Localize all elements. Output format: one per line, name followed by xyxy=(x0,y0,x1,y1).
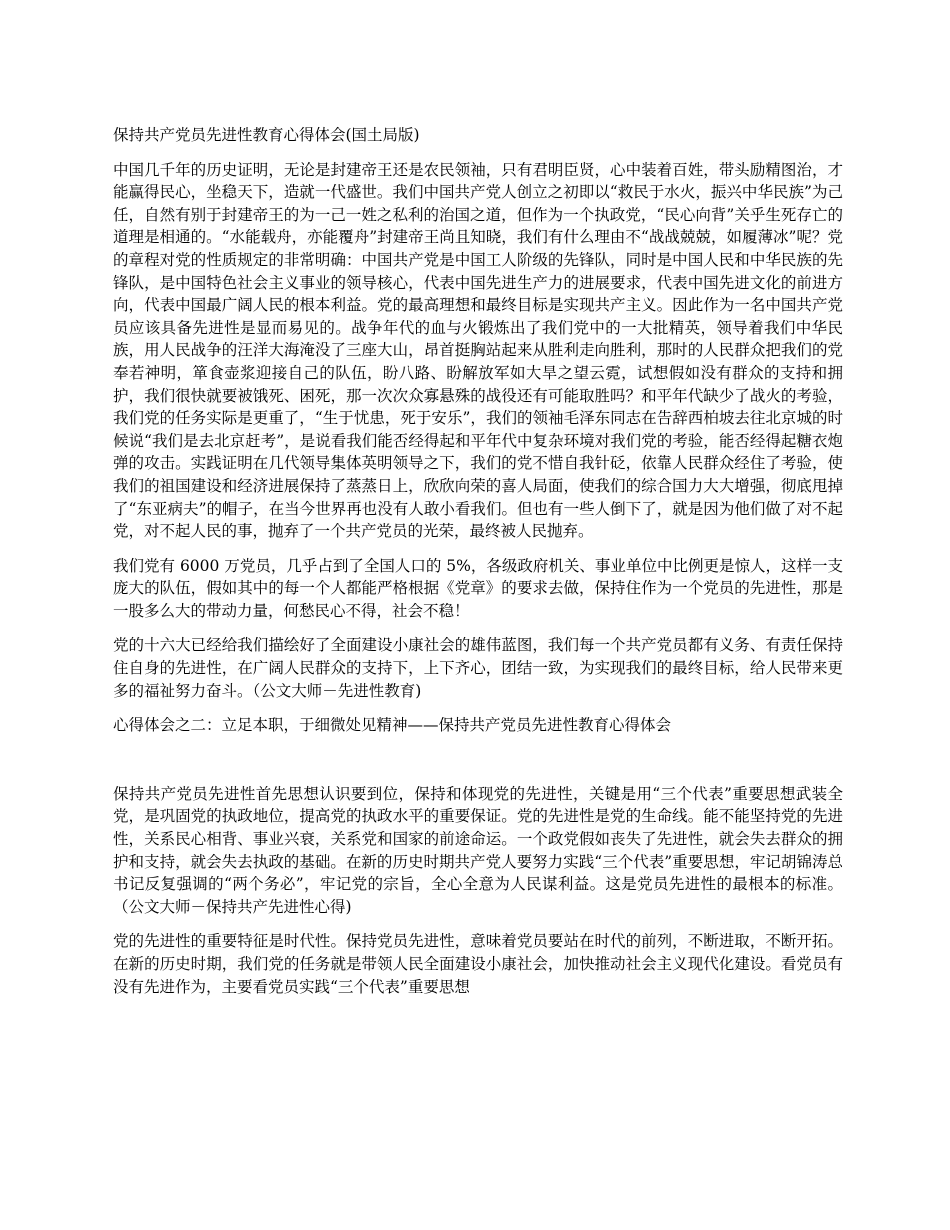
paragraph-3: 党的十六大已经给我们描绘好了全面建设小康社会的雄伟蓝图，我们每一个共产党员都有义务、有责任保持住自身的先进性，在广阔人民群众的支持下，上下齐心，团结一致，为实现我们的最终目标，给人民带来更多的福祉努力奋斗。（公文大师－先进性教育) xyxy=(113,636,843,700)
section-heading: 心得体会之二：立足本职，于细微处见精神——保持共产党员先进性教育心得体会 xyxy=(113,716,672,735)
paragraph-2: 我们党有 6000 万党员，几乎占到了全国人口的 5%，各级政府机关、事业单位中比例更是惊人，这样一支庞大的队伍，假如其中的每一个人都能严格根据《党章》的要求去做，保持住作为一个党员的先进性，那是一股多么大的带动力量，何愁民心不得，社会不稳！ xyxy=(113,556,843,620)
paragraph-1: 中国几千年的历史证明，无论是封建帝王还是农民领袖，只有君明臣贤，心中装着百姓，带头励精图治，才能赢得民心，坐稳天下，造就一代盛世。我们中国共产党人创立之初即以“救民于水火，振兴中华民族”为己任，自然有别于封建帝王的为一己一姓之私利的治国之道，但作为一个执政党，“民心向背”关乎生死存亡的道理是相通的。“水能载舟，亦能覆舟”封建帝王尚且知晓，我们有什么理由不“战战兢兢，如履薄冰”呢？党的章程对党的性质规定的非常明确：中国共产党是中国工人阶级的先锋队，同时是中国人民和中华民族的先锋队，是中国特色社会主义事业的领导核心，代表中国先进生产力的进展要求，代表中国先进文化的前进方向，代表中国最广阔人民的根本利益。党的最高理想和最终目标是实现共产主义。因此作为一名中国共产党员应该具备先进性是显而易见的。战争年代的血与火锻炼出了我们党中的一大批精英，领导着我们中华民族，用人民战争的汪洋大海淹没了三座大山，昂首挺胸站起来从胜利走向胜利，那时的人民群众把我们的党奉若神明，箪食壶浆迎接自己的队伍，盼八路、盼解放军如大旱之望云霓，试想假如没有群众的支持和拥护，我们很快就要被饿死、困死，那一次次众寡悬殊的战役还有可能取胜吗？和平年代缺少了战火的考验，我们党的任务实际是更重了，“生于忧患，死于安乐”，我们的领袖毛泽东同志在告辞西柏坡去往北京城的时候说“我们是去北京赶考”，是说看我们能否经得起和平年代中复杂环境对我们党的考验，能否经得起糖衣炮弹的攻击。实践证明在几代领导集体英明领导之下，我们的党不惜自我针砭，依靠人民群众经住了考验，使我们的祖国建设和经济进展保持了蒸蒸日上，欣欣向荣的喜人局面，使我们的综合国力大大增强，彻底甩掉了“东亚病夫”的帽子，在当今世界再也没有人敢小看我们。但也有一些人倒下了，就是因为他们做了对不起党，对不起人民的事，抛弃了一个共产党员的光荣，最终被人民抛弃。 xyxy=(113,160,843,541)
paragraph-5: 保持共产党员先进性首先思想认识要到位，保持和体现党的先进性，关键是用“三个代表”重要思想武装全党，是巩固党的执政地位，提高党的执政水平的重要保证。党的先进性是党的生命线。能不能坚持党的先进性，关系民心相背、事业兴衰，关系党和国家的前途命运。一个政党假如丧失了先进性，就会失去群众的拥护和支持，就会失去执政的基础。在新的历史时期共产党人要努力实践“三个代表”重要思想，牢记胡锦涛总书记反复强调的“两个务必”，牢记党的宗旨，全心全意为人民谋利益。这是党员先进性的最根本的标准。（公文大师－保持共产先进性心得) xyxy=(113,784,843,916)
blank-space xyxy=(113,749,843,783)
paragraph-6: 党的先进性的重要特征是时代性。保持党员先进性，意味着党员要站在时代的前列，不断进取，不断开拓。在新的历史时期，我们党的任务就是带领人民全面建设小康社会，加快推动社会主义现代化建设。看党员有没有先进作为，主要看党员实践“三个代表”重要思想 xyxy=(113,932,843,996)
document-page xyxy=(113,124,843,1010)
document-title: 保持共产党员先进性教育心得体会(国土局版) xyxy=(113,126,420,144)
